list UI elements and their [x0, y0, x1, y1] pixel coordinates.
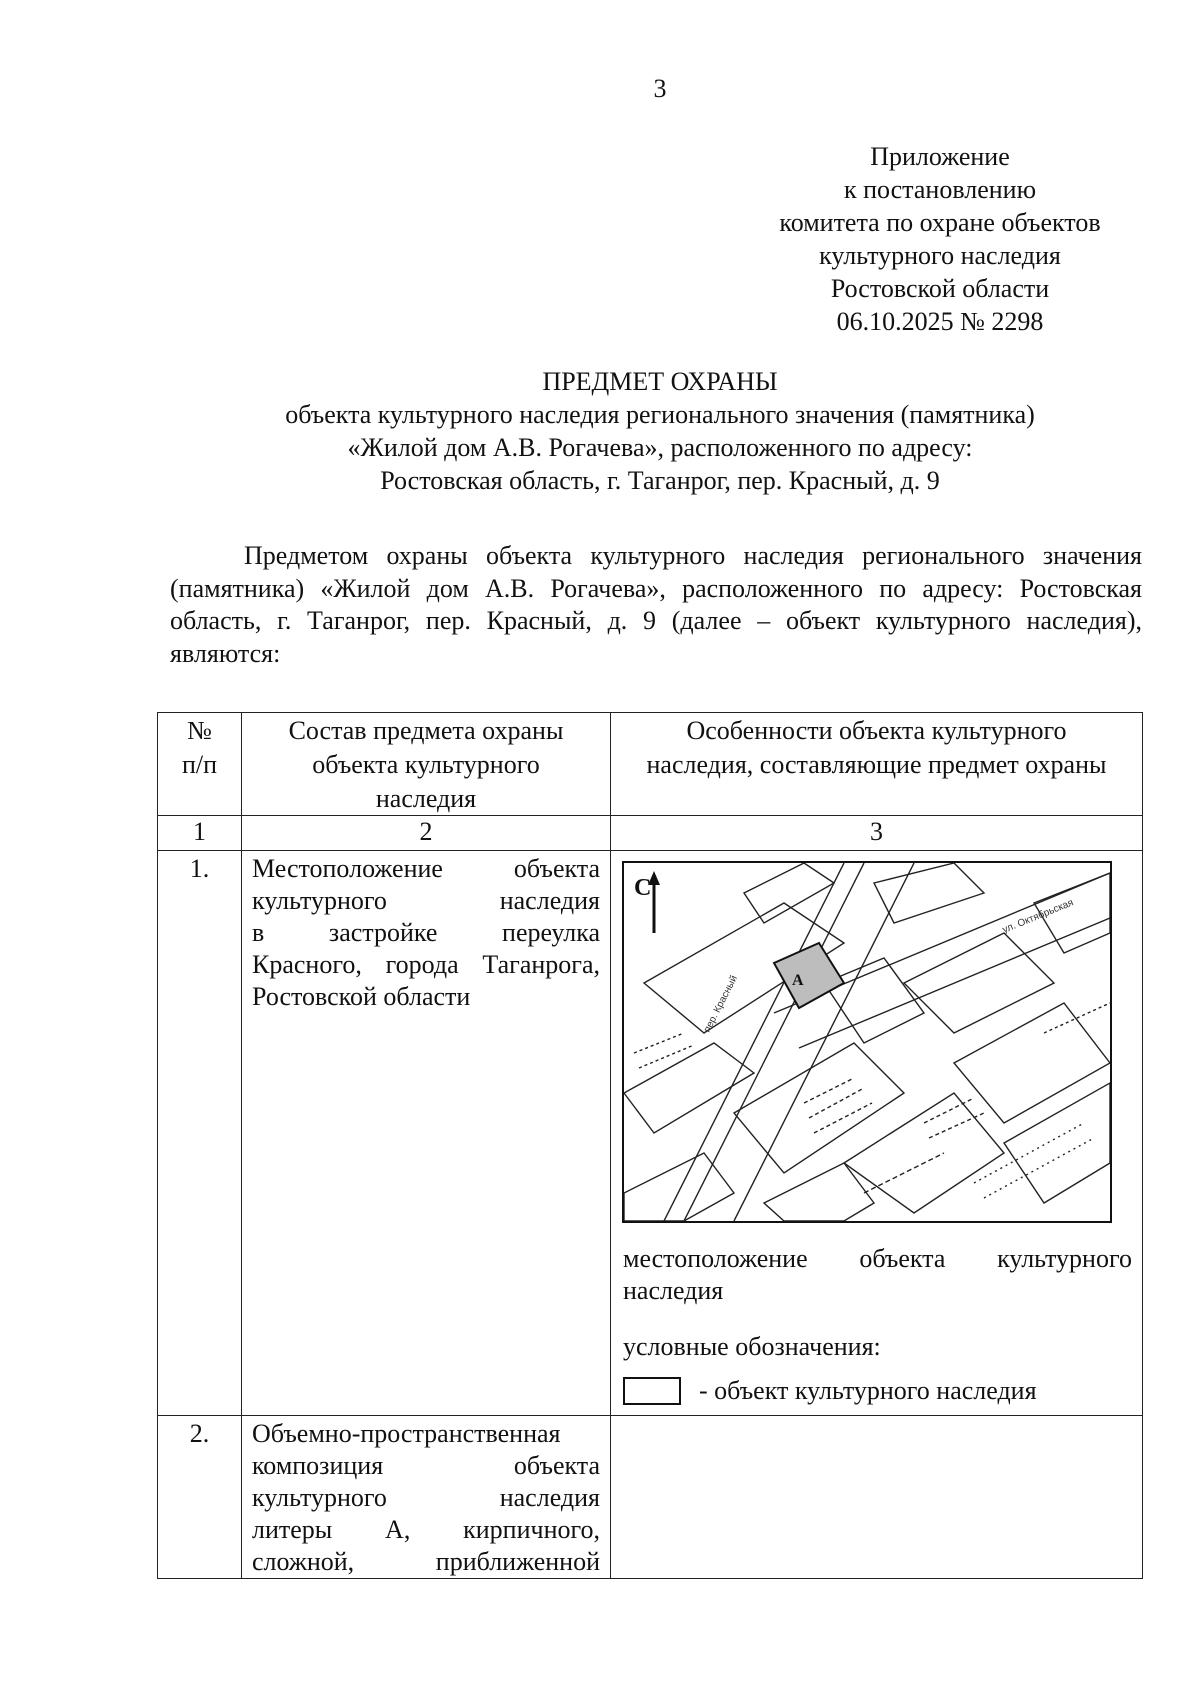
appendix-block — [740, 140, 1140, 338]
column-numbers-row — [158, 816, 1143, 851]
table-row — [158, 851, 1143, 1416]
appendix-line: Приложение — [870, 142, 1010, 171]
row-description: Местоположение объекта культурного наследия в застройке переулка Красного, города Таганрога, Ростовской области — [242, 851, 611, 1416]
cadastral-map-image — [624, 863, 1110, 1221]
protection-subject-table — [157, 712, 1143, 1579]
row-features — [611, 1416, 1143, 1579]
legend-label: - объект культурного наследия — [699, 1376, 1037, 1405]
column-number: 2 — [242, 816, 611, 851]
document-title — [0, 365, 1200, 497]
appendix-line: комитета по охране объектов — [779, 208, 1101, 237]
appendix-line: к постановлению — [843, 175, 1037, 204]
row-number: 2. — [158, 1416, 242, 1579]
appendix-line: Ростовской области — [830, 274, 1050, 303]
table-header-row — [158, 713, 1143, 816]
row-description: Объемно-пространственная композиция объекта культурного наследия литеры А, кирпичного, сложной, приближенной — [242, 1416, 611, 1579]
title-line: «Жилой дом А.В. Рогачева», расположенного по адресу: — [347, 433, 973, 462]
title-heading: ПРЕДМЕТ ОХРАНЫ — [542, 367, 778, 396]
legend-title: условные обозначения: — [623, 1332, 881, 1361]
row-number: 1. — [158, 851, 242, 1416]
street-label: ул. Октябрьская — [1001, 897, 1076, 936]
north-label: С — [634, 875, 652, 901]
street-label: пер. Красный — [701, 973, 740, 1035]
appendix-line: культурного наследия — [819, 241, 1061, 270]
building-label: А — [792, 972, 804, 989]
header-col-composition: Состав предмета охраны объекта культурного наследия — [242, 713, 611, 816]
row-features — [611, 851, 1143, 1416]
location-map — [622, 861, 1112, 1223]
column-number: 3 — [611, 816, 1143, 851]
table-row — [158, 1416, 1143, 1579]
header-col-features: Особенности объекта культурного наследия, составляющие предмет охраны — [611, 713, 1143, 816]
column-number: 1 — [158, 816, 242, 851]
map-caption: местоположение объекта культурного наследия — [623, 1244, 1132, 1305]
page-number: 3 — [653, 74, 667, 103]
legend-swatch — [623, 1377, 681, 1405]
intro-paragraph: Предметом охраны объекта культурного наследия регионального значения (памятника) «Жилой дом А.В. Рогачева», расположенного по адресу: Ростовская область, г. Таганрог, пер. Красный, д. 9 (далее – объект культурного наследия), являются: — [170, 541, 1142, 668]
appendix-date-number: 06.10.2025 № 2298 — [836, 307, 1044, 336]
legend-item — [623, 1375, 1142, 1407]
title-line: объекта культурного наследия регионального значения (памятника) — [285, 400, 1035, 429]
header-col-number: № п/п — [158, 713, 242, 816]
title-line: Ростовская область, г. Таганрог, пер. Красный, д. 9 — [380, 466, 940, 495]
